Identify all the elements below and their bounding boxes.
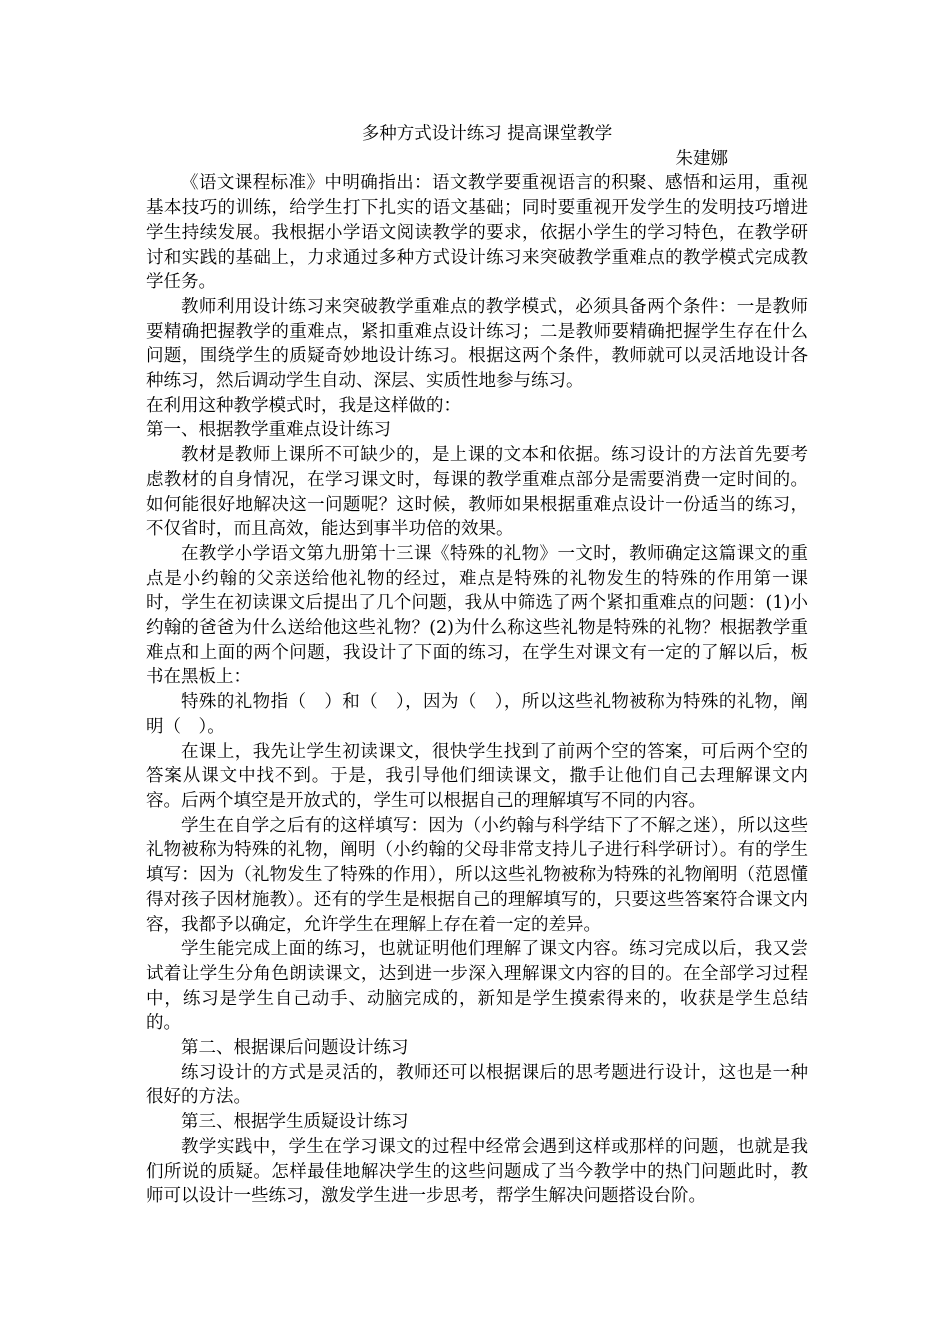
paragraph-conditions: 教师利用设计练习来突破教学重难点的教学模式，必须具备两个条件：一是教师要精确把握教学的重难点，紧扣重难点设计练习；二是教师要精确把握学生存在什么问题，围绕学生的质疑奇妙地设计练习。根据这两个条件，教师就可以灵活地设计各种练习，然后调动学生自动、深层、实质性地参与练习。 [146,296,808,392]
section-heading-2: 第二、根据课后问题设计练习 [181,1038,409,1059]
document-page [146,122,808,1209]
paragraph-example: 在教学小学语文第九册第十三课《特殊的礼物》一文时，教师确定这篇课文的重点是小约翰的父亲送给他礼物的经过，难点是特殊的礼物发生的特殊的作用第一课时，学生在初读课文后提出了几个问题，我从中筛选了两个紧扣重难点的问题：(1)小约翰的爸爸为什么送给他这些礼物？(2)为什么称这些礼物是特殊的礼物？根据教学重难点和上面的两个问题，我设计了下面的练习，在学生对课文有一定的了解以后，板书在黑板上： [146,543,808,688]
paragraph-after-class: 练习设计的方式是灵活的，教师还可以根据课后的思考题进行设计，这也是一种很好的方法。 [146,1062,808,1108]
section-heading-1: 第一、根据教学重难点设计练习 [146,420,391,441]
paragraph-answers: 学生在自学之后有的这样填写：因为（小约翰与科学结下了不解之迷），所以这些礼物被称为特殊的礼物，阐明（小约翰的父母非常支持儿子进行科学研讨）。有的学生填写：因为（礼物发生了特殊的作用），所以这些礼物被称为特殊的礼物阐明（范恩懂得对孩子因材施教）。还有的学生是根据自己的理解填写的，只要这些答案符合课文内容，我都予以确定，允许学生在理解上存在着一定的差异。 [146,815,808,935]
document-title: 多种方式设计练习 提高课堂教学 [361,124,613,144]
section-heading-3: 第三、根据学生质疑设计练习 [181,1112,409,1133]
paragraph-exercise: 特殊的礼物指（ ）和（ ），因为（ ），所以这些礼物被称为特殊的礼物，阐明（ ）。 [146,692,808,737]
document-author: 朱建娜 [675,148,728,169]
paragraph-class: 在课上，我先让学生初读课文，很快学生找到了前两个空的答案，可后两个空的答案从课文中找不到。于是，我引导他们细读课文，撒手让他们自己去理解课文内容。后两个填空是开放式的，学生可以根据自己的理解填写不同的内容。 [146,741,808,811]
paragraph-questions: 教学实践中，学生在学习课文的过程中经常会遇到这样或那样的问题，也就是我们所说的质疑。怎样最佳地解决学生的这些问题成了当今教学中的热门问题此时，教师可以设计一些练习，激发学生进一步思考，帮学生解决问题搭设台阶。 [146,1136,808,1207]
paragraph-approach: 在利用这种教学模式时，我是这样做的： [146,395,461,416]
paragraph-intro: 《语文课程标准》中明确指出：语文教学要重视语言的积聚、感悟和运用，重视基本技巧的训练，给学生打下扎实的语文基础；同时要重视开发学生的发明技巧增进学生持续发展。我根据小学语文阅读教学的要求，依据小学生的学习特色，在教学研讨和实践的基础上，力求通过多种方式设计练习来突破教学重难点的教学模式完成教学任务。 [146,173,808,293]
paragraph-summary: 学生能完成上面的练习，也就证明他们理解了课文内容。练习完成以后，我又尝试着让学生分角色朗读课文，达到进一步深入理解课文内容的目的。在全部学习过程中，练习是学生自己动手、动脑完成的，新知是学生摸索得来的，收获是学生总结的。 [146,939,808,1034]
paragraph-textbook: 教材是教师上课所不可缺少的，是上课的文本和依据。练习设计的方法首先要考虑教材的自身情况，在学习课文时，每课的教学重难点部分是需要消费一定时间的。如何能很好地解决这一问题呢？这时候，教师如果根据重难点设计一份适当的练习，不仅省时，而且高效，能达到事半功倍的效果。 [146,445,808,540]
